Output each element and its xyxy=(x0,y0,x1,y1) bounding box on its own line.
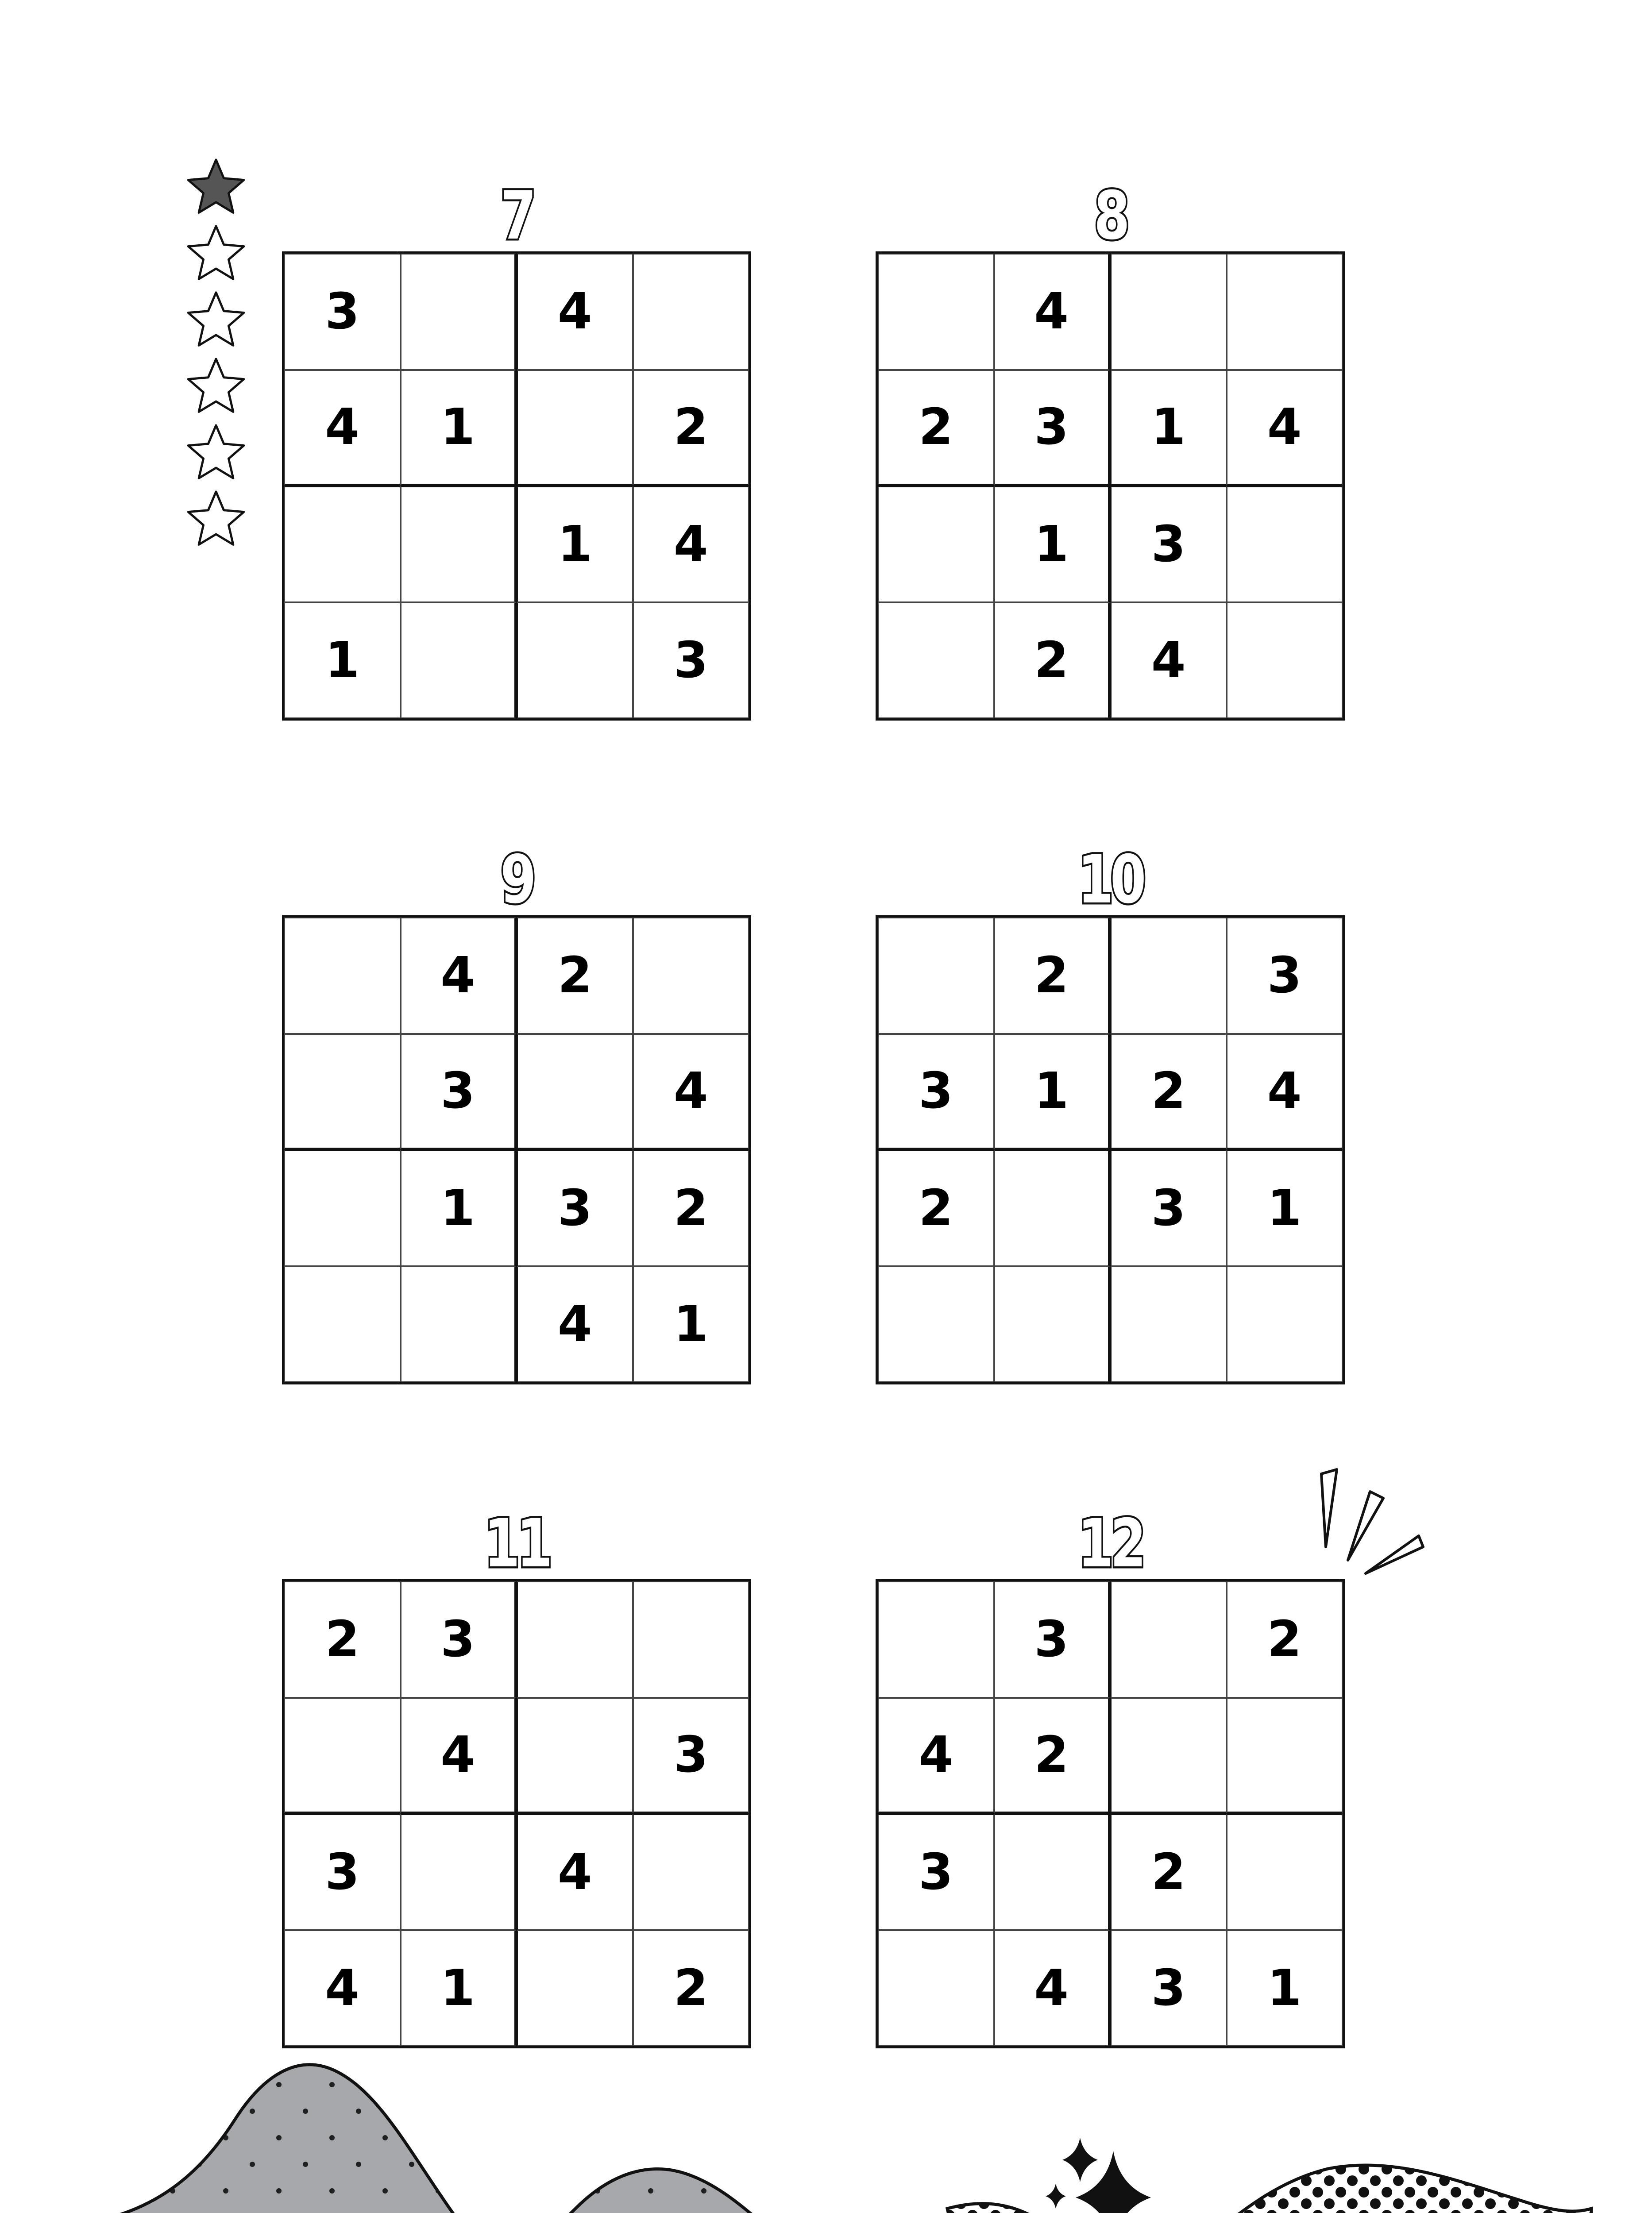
burst-lines-icon xyxy=(1321,1469,1423,1573)
given-cell: 4 xyxy=(1227,370,1343,486)
given-cell: 4 xyxy=(1110,602,1227,719)
given-cell: 4 xyxy=(517,254,633,370)
given-cell: 1 xyxy=(633,1266,749,1383)
given-cell: 1 xyxy=(517,486,633,602)
given-cell: 3 xyxy=(633,1698,749,1814)
given-cell: 1 xyxy=(1227,1150,1343,1266)
puzzle-number: 12 xyxy=(1077,1505,1143,1582)
given-cell: 4 xyxy=(633,486,749,602)
given-cell: 3 xyxy=(1227,918,1343,1034)
given-cell: 4 xyxy=(401,1698,517,1814)
given-cell: 4 xyxy=(994,254,1111,370)
given-cell: 1 xyxy=(1110,370,1227,486)
given-cell: 1 xyxy=(401,1930,517,2047)
puzzle-number: 10 xyxy=(1077,841,1143,918)
given-cell: 2 xyxy=(633,370,749,486)
given-cell: 3 xyxy=(1110,1930,1227,2047)
sparkle-icon xyxy=(1046,2138,1151,2213)
given-cell: 4 xyxy=(633,1034,749,1150)
given-cell: 4 xyxy=(994,1930,1111,2047)
given-cell: 4 xyxy=(878,1698,994,1814)
given-cell: 4 xyxy=(1227,1034,1343,1150)
given-cell: 4 xyxy=(284,1930,401,2047)
given-cell: 1 xyxy=(994,486,1111,602)
given-cell: 4 xyxy=(284,370,401,486)
given-cell: 2 xyxy=(633,1930,749,2047)
given-cell: 3 xyxy=(284,254,401,370)
given-cell: 3 xyxy=(284,1814,401,1930)
given-cell: 2 xyxy=(1227,1581,1343,1698)
given-cell: 1 xyxy=(1227,1930,1343,2047)
puzzle-number: 11 xyxy=(484,1505,549,1582)
given-cell: 3 xyxy=(1110,486,1227,602)
given-cell: 2 xyxy=(994,1698,1111,1814)
given-cell: 3 xyxy=(994,370,1111,486)
given-cell: 2 xyxy=(1110,1814,1227,1930)
given-cell: 2 xyxy=(1110,1034,1227,1150)
given-cell: 3 xyxy=(878,1814,994,1930)
given-cell: 2 xyxy=(284,1581,401,1698)
given-cell: 3 xyxy=(1110,1150,1227,1266)
given-cell: 1 xyxy=(994,1034,1111,1150)
puzzle-number: 8 xyxy=(1094,177,1127,254)
given-cell: 1 xyxy=(284,602,401,719)
given-cell: 2 xyxy=(878,1150,994,1266)
given-cell: 3 xyxy=(401,1034,517,1150)
given-cell: 1 xyxy=(401,1150,517,1266)
given-cell: 4 xyxy=(517,1814,633,1930)
puzzle-number: 7 xyxy=(500,177,533,254)
given-cell: 3 xyxy=(517,1150,633,1266)
puzzle-number: 9 xyxy=(500,841,533,918)
given-cell: 4 xyxy=(517,1266,633,1383)
given-cell: 3 xyxy=(994,1581,1111,1698)
given-cell: 2 xyxy=(994,918,1111,1034)
given-cell: 3 xyxy=(401,1581,517,1698)
given-cell: 1 xyxy=(401,370,517,486)
given-cell: 3 xyxy=(633,602,749,719)
given-cell: 3 xyxy=(878,1034,994,1150)
given-cell: 4 xyxy=(401,918,517,1034)
given-cell: 2 xyxy=(994,602,1111,719)
given-cell: 2 xyxy=(633,1150,749,1266)
given-cell: 2 xyxy=(878,370,994,486)
given-cell: 2 xyxy=(517,918,633,1034)
